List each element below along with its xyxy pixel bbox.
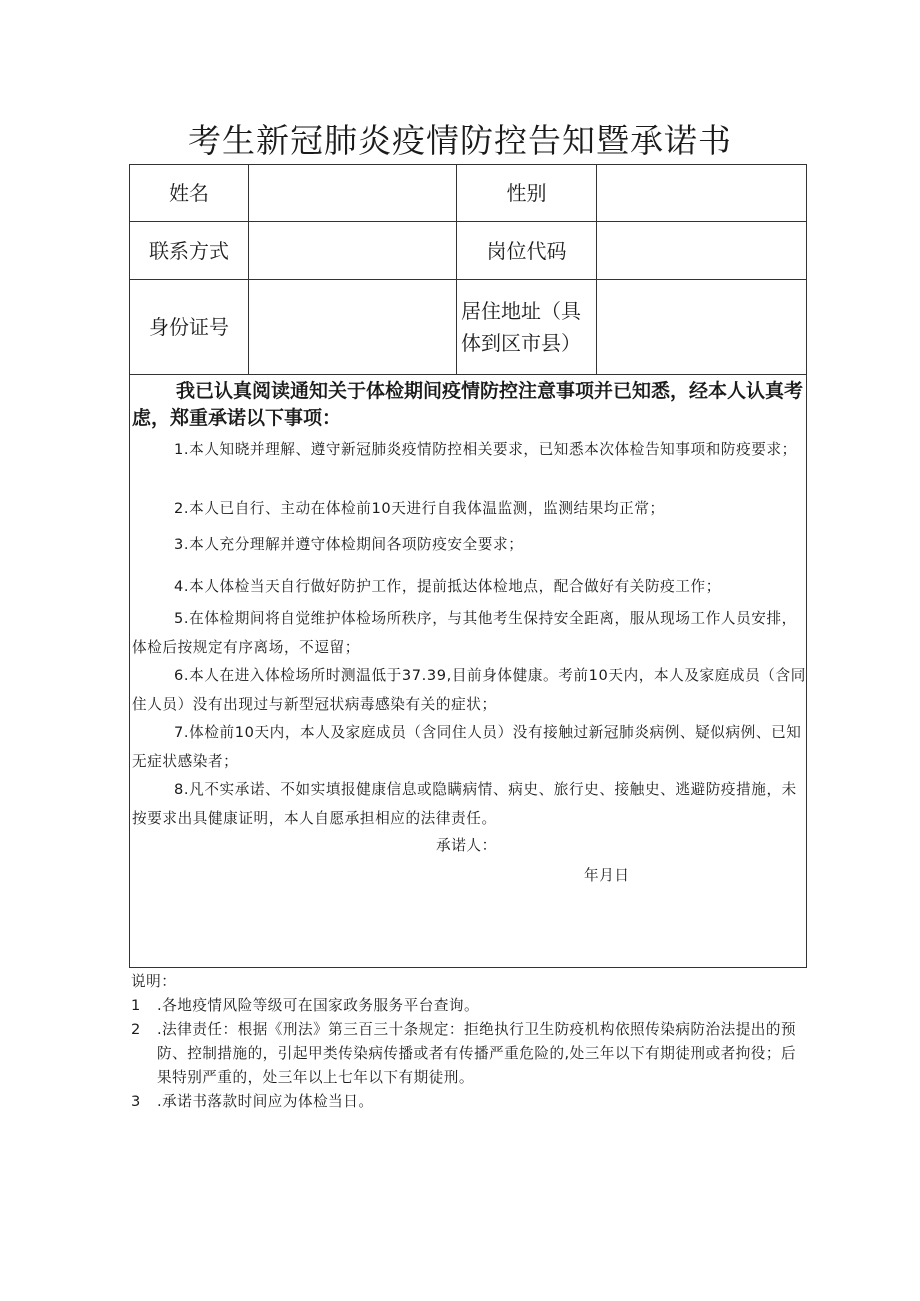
signer-label: 承诺人： [436, 837, 497, 854]
gender-label: 性别 [506, 181, 547, 205]
position-code-label: 岗位代码 [486, 238, 567, 263]
commitment-item: 5.在体检期间将自觉维护体检场所秩序，与其他考生保持安全距离，服从现场工作人员安排，体检后按规定有序离场，不逗留； [132, 610, 797, 656]
contact-label: 联系方式 [149, 238, 229, 263]
name-field[interactable] [249, 165, 456, 221]
commitment-form [129, 164, 807, 968]
commitment-item: 6.本人在进入体检场所时测温低于37.39,目前身体健康。考前10天内，本人及家庭成员（含同住人员）没有出现过与新型冠状病毒感染有关的症状； [132, 667, 806, 713]
notes-heading: 说明： [131, 973, 177, 990]
commitment-item: 1.本人知晓并理解、遵守新冠肺炎疫情防控相关要求，已知悉本次体检告知事项和防疫要求； [174, 441, 797, 458]
commitment-item: 4.本人体检当天自行做好防护工作，提前抵达体检地点，配合做好有关防疫工作； [174, 578, 721, 595]
contact-field[interactable] [249, 222, 456, 279]
commitment-intro: 我已认真阅读通知关于体检期间疫情防控注意事项并已知悉，经本人认真考虑，郑重承诺以下事项： [132, 380, 804, 429]
note-text: .各地疫情风险等级可在国家政务服务平台查询。 [157, 997, 480, 1014]
document-title: 考生新冠肺炎疫情防控告知暨承诺书 [188, 121, 732, 160]
position-code-field[interactable] [597, 222, 806, 279]
id-number-label: 身份证号 [149, 315, 229, 339]
address-label: 居住地址（具体到区市县） [461, 299, 581, 355]
row-divider [130, 374, 806, 375]
note-text: .承诺书落款时间应为体检当日。 [157, 1093, 374, 1110]
commitment-item: 2.本人已自行、主动在体检前10天进行自我体温监测，监测结果均正常； [174, 500, 665, 517]
commitment-item: 3.本人充分理解并遵守体检期间各项防疫安全要求； [174, 536, 524, 553]
note-number: 2 [131, 1021, 141, 1038]
note-item [131, 994, 807, 1018]
notes [131, 970, 807, 1114]
date-label: 年月日 [584, 867, 630, 884]
id-number-field[interactable] [249, 280, 456, 374]
name-label: 姓名 [169, 181, 209, 205]
note-number: 1 [131, 997, 141, 1014]
address-field[interactable] [597, 280, 806, 374]
note-text: .法律责任：根据《刑法》第三百三十条规定：拒绝执行卫生防疫机构依照传染病防治法提出的预防、控制措施的，引起甲类传染病传播或者有传播严重危险的,处三年以下有期徒刑或者拘役；后果特别严重的，处三年以上七年以下有期徒刑。 [157, 1021, 797, 1086]
commitment-item: 8.凡不实承诺、不如实填报健康信息或隐瞒病情、病史、旅行史、接触史、逃避防疫措施，未按要求出具健康证明，本人自愿承担相应的法律责任。 [132, 781, 797, 827]
note-item [131, 1018, 807, 1090]
note-item [131, 1090, 807, 1114]
gender-field[interactable] [597, 165, 806, 221]
note-number: 3 [131, 1093, 141, 1110]
commitment-item: 7.体检前10天内，本人及家庭成员（含同住人员）没有接触过新冠肺炎病例、疑似病例、已知无症状感染者； [132, 724, 802, 770]
